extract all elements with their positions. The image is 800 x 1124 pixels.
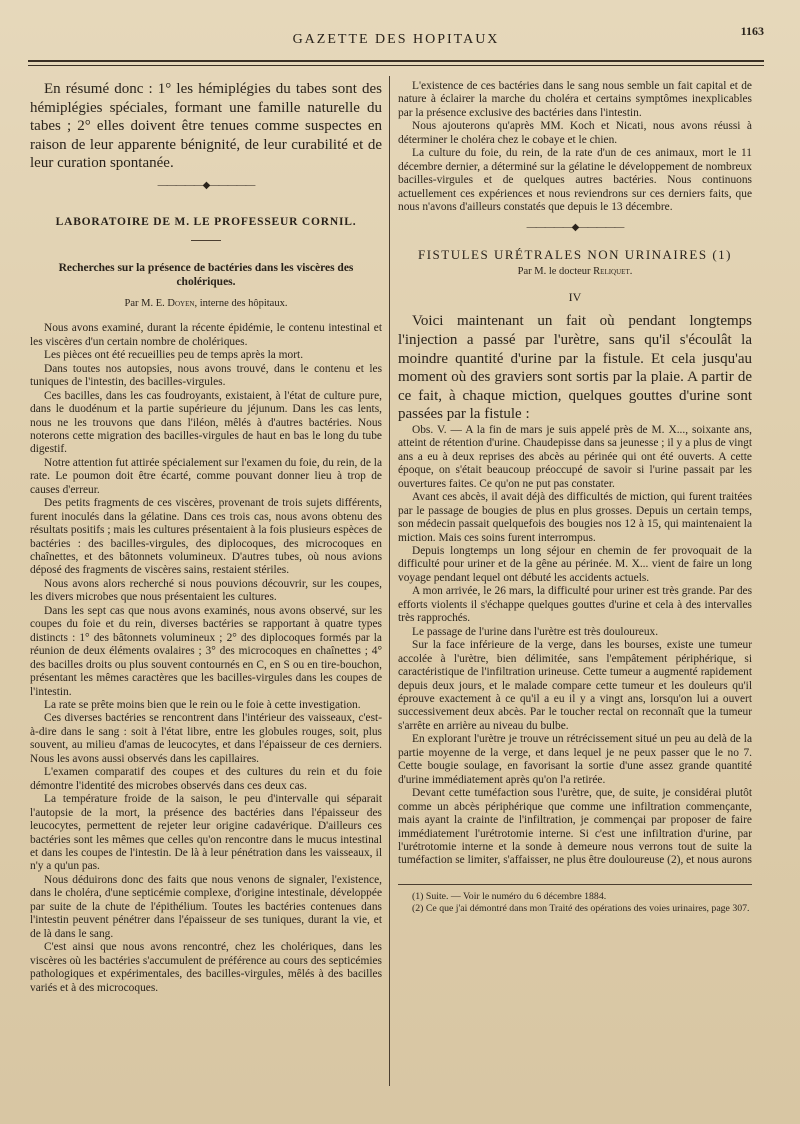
body-paragraph: Dans les sept cas que nous avons examinés, nous avons observé, sur les coupes du foie et du rein, diverses bactéries se rapportant à quatre types distincts : 1° des bâtonnets volumineux ; 2° des diplocoques formés par la réunion de deux éléments ovalaires ; 3° des microcoques en chaînettes ; 4° des bacilles droits ou plus souvent contournés en C, en S ou en tire-bouchon, présentant les mêmes caractères que les bacilles-virgules dans les coupes de l'intestin. bbox=[30, 604, 382, 698]
body-paragraph: Avant ces abcès, il avait déjà des difficultés de miction, qui furent traitées par le passage de bougies de plus en plus grosses. Depuis un certain temps, son médecin passait quelquefois des bougies nos 12 à 15, qui maintenaient la miction. Mais ces soins furent interrompus. bbox=[398, 491, 752, 544]
ornament-divider: —————◆————— bbox=[157, 179, 255, 191]
body-paragraph: Dans toutes nos autopsies, nous avons trouvé, dans le contenu et les tuniques de l'intestin, des bacilles-virgules. bbox=[30, 362, 382, 389]
body-paragraph: Depuis longtemps un long séjour en chemin de fer provoquait de la difficulté pour uriner et de la gêne au périnée. M. X... vient de faire un long voyage pendant lequel ont débuté les accidents actuels. bbox=[398, 544, 752, 584]
body-paragraph: Ces diverses bactéries se rencontrent dans l'intérieur des vaisseaux, c'est-à-dire dans le sang : soit à l'état libre, entre les globules rouges, soit, plus souvent, au milieu d'amas de leucocytes, et dans l'épaisseur de ces derniers. Nous les avons aussi observés dans les capillaires. bbox=[30, 712, 382, 765]
footnote: (2) Ce que j'ai démontré dans mon Traité des opérations des voies urinaires, page 307. bbox=[412, 902, 750, 914]
body-paragraph: Nous avons examiné, durant la récente épidémie, le contenu intestinal et les viscères d'un certain nombre de cholériques. bbox=[30, 322, 382, 348]
intro-paragraph: En résumé donc : 1° les hémiplégies du tabes sont des hémiplégies spéciales, formant une famille naturelle du tabes ; 2° elles doivent être tenues comme suspectes en raison de leur apparente bénignité, de leur curabilité et de leur curation spontanée. bbox=[30, 81, 382, 172]
body-paragraph: Notre attention fut attirée spécialement sur l'examen du foie, du rein, de la rate. Le poumon doit être écarté, comme pouvant donner lieu à trop de causes d'erreur. bbox=[30, 456, 382, 496]
body-paragraph: La rate se prête moins bien que le rein ou le foie à cette investigation. bbox=[44, 699, 361, 712]
left-column bbox=[30, 80, 382, 995]
header-rule-thick bbox=[28, 60, 764, 62]
right-column bbox=[398, 80, 752, 915]
body-paragraph: La culture du foie, du rein, de la rate d'un de ces animaux, mort le 11 décembre dernier, a déterminé sur la gélatine le développement de nombreux bacilles-virgules et de quelques autres bactéries. Nous continuons actuellement ces expériences et nous reviendrons sur ces derniers faits, que nous n'avons d'ailleurs constatés que depuis le 13 décembre. bbox=[398, 147, 752, 214]
byline-author: Doyen bbox=[167, 297, 195, 309]
byline-author: Reliquet bbox=[593, 266, 630, 278]
body-paragraph: Sur la face inférieure de la verge, dans les bourses, existe une tumeur accolée à l'urètre, bien délimitée, sans l'empâtement périphérique, si caractéristique de l'infiltration urineuse. Cette tumeur a augmenté rapidement depuis deux jours, et le malade compare cette tumeur et les douleurs qu'il éprouve exactement à ce qu'il a eu il y a vingt ans, lorsqu'on lui a ouvert successivement deux abcès. Par le toucher rectal on reconnaît que la tumeur s'arrête en arrière au niveau du bulbe. bbox=[398, 639, 752, 732]
byline-suffix: . bbox=[629, 266, 633, 278]
observation-paragraph: Obs. V. — A la fin de mars je suis appelé près de M. X..., soixante ans, atteint de rétention d'urine. Chaudepisse dans sa jeunesse ; il y a plus de vingt ans a eu à deux reprises des abcès au périnée qui ont été ouverts. A cette époque, on s'était beaucoup préoccupé de savoir si l'urine passait par les ouvertures faites. Ce qu'on ne put pas constater. bbox=[398, 423, 752, 490]
byline-prefix: Par M. le docteur bbox=[517, 266, 594, 278]
byline-suffix: , interne des hôpitaux. bbox=[194, 297, 288, 309]
article-title: Recherches sur la présence de bactéries dans les viscères des cholériques. bbox=[58, 261, 354, 288]
ornament-divider: —————◆————— bbox=[526, 221, 624, 233]
header-rule-thin bbox=[28, 65, 764, 66]
footnote: (1) Suite. — Voir le numéro du 6 décembre 1884. bbox=[412, 890, 607, 902]
body-paragraph: Devant cette tuméfaction sous l'urètre, que, de suite, je considérai plutôt comme un abcès périphérique que comme une infiltration commençante, mais ayant la crainte de l'infiltration, je commençai par proposer de faire immédiatement l'urétrotomie interne. Si c'est une infiltration d'urine, par l'urétrotomie interne et la sonde à demeure nous verrons tout de suite la tuméfaction se limiter, s'affaisser, ne plus être douloureuse (2), et nous aurons bbox=[398, 787, 752, 867]
body-paragraph: La température froide de la saison, le peu d'intervalle qui séparait l'autopsie de la mort, la présence des bactéries dans l'épaisseur des leucocytes, permettent de rejeter leur origine cadavérique. D'ailleurs ces bactéries sont les mêmes que celles qu'on rencontre dans le mucus intestinal et dans les coupes de l'intestin. De là à leur pénétration dans les vaisseaux, il n'y a qu'un pas. bbox=[30, 793, 382, 873]
body-paragraph: Ces bacilles, dans les cas foudroyants, existaient, à l'état de culture pure, dans le duodénum et la partie supérieure du jéjunum. Dans les cas lents, nous ne les trouvons que dans l'iléon, mêlés à d'autres bactéries. Nous noterons cette migration des bacilles-virgules de haut en bas le long du tube digestif. bbox=[30, 389, 382, 456]
footnote-rule bbox=[398, 884, 752, 885]
body-paragraph: Le passage de l'urine dans l'urètre est très douloureux. bbox=[412, 625, 659, 638]
byline-prefix: Par M. E. bbox=[124, 297, 168, 309]
page-number: 1163 bbox=[740, 24, 764, 38]
section-byline bbox=[398, 265, 752, 278]
body-paragraph: L'examen comparatif des coupes et des cultures du rein et du foie démontre l'identité des microbes observés dans ces deux cas. bbox=[30, 766, 382, 792]
body-paragraph: Nous ajouterons qu'après MM. Koch et Nicati, nous avons réussi à déterminer le choléra chez le cobaye et le chien. bbox=[398, 120, 752, 146]
lab-heading: LABORATOIRE DE M. LE PROFESSEUR CORNIL. bbox=[55, 216, 357, 229]
lead-paragraph: Voici maintenant un fait où pendant longtemps l'injection a passé par l'urètre, sans qu'il s'écoulât la moindre quantité d'urine par la fistule. Et cela jusqu'au moment où des graviers sont sortis par la plaie. A partir de ce fait, à chaque miction, quelques gouttes d'urine sont passées par la fistule : bbox=[398, 313, 752, 423]
section-number: IV bbox=[568, 289, 582, 304]
section-title: FISTULES URÉTRALES NON URINAIRES (1) bbox=[418, 246, 732, 262]
body-paragraph: Des petits fragments de ces viscères, provenant de trois sujets différents, furent inoculés dans la gélatine. Dans ces trois cas, nous avons obtenu des résultats positifs ; mais les cultures présentaient à la fois plusieurs espèces de bactéries : des bacilles-virgules, des diplocoques, des microcoques en chaînettes, et des bâtonnets volumineux. D'autres tubes, où nous avions déposé des fragments de viscères sains, restaient stériles. bbox=[30, 497, 382, 577]
body-paragraph: En explorant l'urètre je trouve un rétrécissement situé un peu au delà de la partie moyenne de la verge, et dans lequel je ne peux passer que le no 7. Cette bougie soulage, en favorisant la sortie d'une assez grande quantité d'urine immédiatement après qu'on l'a retirée. bbox=[398, 733, 752, 786]
body-paragraph: Nous déduirons donc des faits que nous venons de signaler, l'existence, dans le choléra, d'une septicémie complexe, d'origine intestinale, développée par suite de la chute de l'épithélium. Toutes les bactéries contenues dans l'intestin peuvent pénétrer dans l'épaisseur de ses tuniques, durant la vie, et de là dans le sang. bbox=[30, 873, 382, 940]
body-paragraph: Nous avons alors recherché si nous pouvions découvrir, sur les coupes, les divers microbes que nous présentaient les cultures. bbox=[30, 577, 382, 604]
body-paragraph: Les pièces ont été recueillies peu de temps après la mort. bbox=[44, 349, 304, 362]
short-rule bbox=[191, 240, 221, 241]
body-paragraph: L'existence de ces bactéries dans le sang nous semble un fait capital et de nature à éclairer la marche du choléra et certains symptômes inexplicables par la présence exclusive des bactéries dans l'intestin. bbox=[398, 80, 752, 119]
body-paragraph: A mon arrivée, le 26 mars, la difficulté pour uriner est très grande. Par des efforts violents il s'échappe quelques gouttes d'urine et cela à des intervalles très rapprochés. bbox=[398, 585, 752, 625]
column-divider bbox=[389, 76, 390, 1086]
running-title: GAZETTE DES HOPITAUX bbox=[292, 32, 500, 47]
masthead bbox=[28, 24, 764, 70]
article-byline bbox=[30, 297, 382, 310]
body-paragraph: C'est ainsi que nous avons rencontré, chez les cholériques, dans les viscères où les bactéries s'accumulent de préférence au cours des septicémies pathologiques et expérimentales, des bacilles-virgules, mêlés à des bacilles variés et à des microcoques. bbox=[30, 941, 382, 994]
